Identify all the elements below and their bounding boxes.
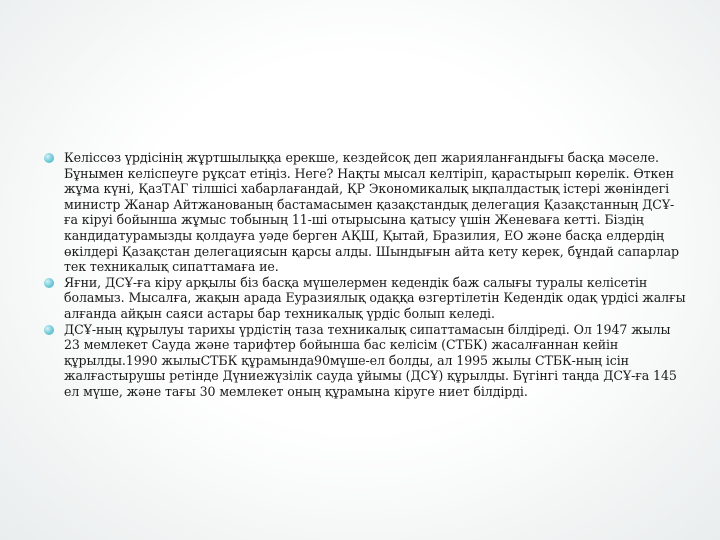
bullet-text: ДСҰ-ның құрылуы тарихы үрдістің таза техникалық сипаттамасын білдіреді. Ол 1947 жылы 23 мемлекет Сауда және тарифтер бойынша бас келісім (СТБК) жасалғаннан кейін құрылды.1990 жылыСТБК құрамында90мүше-ел болды, ал 1995 жылы СТБК-ның ісін жалғастырушы ретінде Дүниежүзілік сауда ұйымы (ДСҰ) құрылды. Бүгінгі таңда ДСҰ-ға 145 ел мүше, және тағы 30 мемлекет оның құрамына кіруге ниет білдірді. xyxy=(64,321,677,399)
bullet-list xyxy=(44,150,688,400)
bullet-icon xyxy=(44,325,54,335)
bullet-text: Яғни, ДСҰ-ға кіру арқылы біз басқа мүшелермен кедендік баж салығы туралы келісетін боламыз. Мысалға, жақын арада Еуразиялық одаққа өзгертілетін Кедендік одақ үрдісі жалғы алғанда айқын саяси астары бар техникалық үрдіс болып келеді. xyxy=(64,274,686,321)
bullet-item xyxy=(44,150,688,275)
bullet-item xyxy=(44,275,688,322)
bullet-icon xyxy=(44,278,54,288)
bullet-item xyxy=(44,322,688,400)
bullet-icon xyxy=(44,153,54,163)
bullet-text: Келіссөз үрдісінің жұртшылыққа ерекше, кездейсоқ деп жарияланғандығы басқа мәселе. Бұнымен келіспеуге рұқсат етіңіз. Неге? Нақты мысал келтіріп, қарастырып көрелік. Өткен жұма күні, ҚазТАГ тілшісі хабарлағандай, ҚР Экономикалық ықпалдастық істері жөніндегі министр Жанар Айтжанованың бастамасымен қазақстандық делегация Қазақстанның ДСҰ-ға кіруі бойынша жұмыс тобының 11-ші отырысына қатысу үшін Женеваға кетті. Біздің кандидатурамызды қолдауға уәде берген АҚШ, Қытай, Бразилия, ЕО және басқа елдердің өкілдері Қазақстан делегациясын қарсы алды. Шындығын айта кету керек, бұндай сапарлар тек техникалық сипаттамаға ие. xyxy=(64,150,679,275)
